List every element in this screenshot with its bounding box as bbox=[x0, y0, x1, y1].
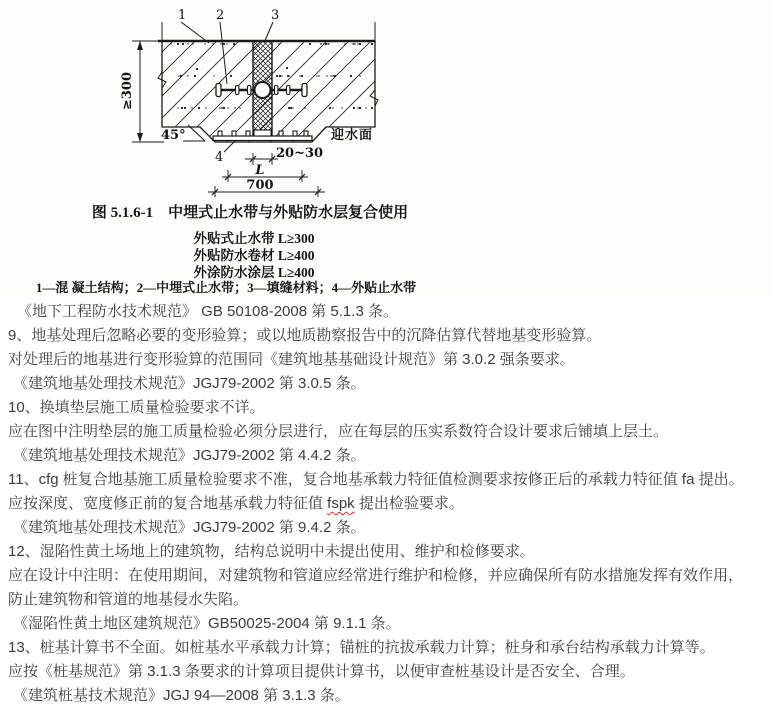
angle-45 bbox=[161, 125, 205, 143]
figure-caption: 图 5.1.6-1 中埋式止水带与外贴防水层复合使用 bbox=[91, 205, 409, 221]
code-reference: 《湿陷性黄土地区建筑规范》GB50025-2004 第 9.1.1 条。 bbox=[13, 615, 401, 632]
dim-300 bbox=[120, 41, 164, 142]
break-mark-right bbox=[370, 90, 378, 106]
waterstop-joint-diagram bbox=[118, 6, 388, 200]
comment-12: 12、湿陷性黄土场地上的建筑物，结构总说明中未提出使用、维护和检修要求。 bbox=[8, 543, 535, 560]
water-face-label: 迎水面 bbox=[331, 128, 374, 143]
dim-300-label: ≥300 bbox=[120, 71, 135, 111]
code-reference: 《地下工程防水技术规范》 GB 50108-2008 第 5.1.3 条。 bbox=[17, 303, 398, 320]
callout-1: 1 bbox=[178, 8, 187, 23]
comment-12-requirement-cont: 防止建筑物和管道的地基侵水失陷。 bbox=[8, 591, 249, 608]
figure-note-3: 外涂防水涂层 L≥400 bbox=[193, 265, 315, 280]
comment-10: 10、换填垫层施工质量检验要求不详。 bbox=[8, 399, 265, 416]
comment-9-requirement: 对处理后的地基进行变形验算的范围同《建筑地基基础设计规范》第 3.0.2 强条要求。 bbox=[8, 351, 575, 368]
figure-legend: 1—混 凝土结构；2—中埋式止水带；3—填缝材料；4—外贴止水带 bbox=[35, 280, 417, 295]
dim-700 bbox=[208, 178, 325, 197]
callout-3: 3 bbox=[271, 8, 280, 23]
comment-13-requirement: 应按《桩基规范》第 3.1.3 条要求的计算项目提供计算书，以便审查桩基设计是否安全、合理。 bbox=[8, 663, 635, 680]
comment-11-requirement bbox=[0, 492, 772, 516]
comment-9: 9、地基处理后忽略必要的变形验算；或以地质勘察报告中的沉降估算代替地基变形验算。 bbox=[8, 327, 602, 344]
review-comments bbox=[0, 300, 772, 706]
code-reference: 《建筑地基处理技术规范》JGJ79-2002 第 4.4.2 条。 bbox=[13, 447, 366, 464]
callout-2: 2 bbox=[216, 8, 225, 23]
code-reference: 《建筑桩基技术规范》JGJ 94—2008 第 3.1.3 条。 bbox=[13, 687, 350, 704]
code-reference: 《建筑地基处理技术规范》JGJ79-2002 第 3.0.5 条。 bbox=[13, 375, 366, 392]
dim-700-label: 700 bbox=[246, 178, 274, 193]
text-before: 应按深度、宽度修正前的复合地基承载力特征值 bbox=[8, 495, 328, 512]
external-waterstop bbox=[213, 130, 312, 141]
text-after: 提出检验要求。 bbox=[354, 495, 464, 512]
comment-13: 13、桩基计算书不全面。如桩基水平承载力计算；锚桩的抗拔承载力计算；桩身和承台结构承载力计算等。 bbox=[8, 639, 715, 656]
comment-12-requirement: 应在设计中注明：在使用期间，对建筑物和管道应经常进行维护和检修，并应确保所有防水措施发挥有效作用， bbox=[8, 567, 744, 584]
figure-note-1: 外贴式止水带 L≥300 bbox=[193, 231, 315, 246]
embedded-waterstop bbox=[216, 82, 307, 98]
angle-label: 45° bbox=[161, 128, 186, 143]
comment-10-requirement: 应在图中注明垫层的施工质量检验必须分层进行，应在每层的压实系数符合设计要求后铺填上层土。 bbox=[8, 423, 669, 440]
comment-11: 11、cfg 桩复合地基施工质量检验要求不准，复合地基承载力特征值检测要求按修正后的承载力特征值 fa 提出。 bbox=[8, 471, 744, 488]
code-reference: 《建筑地基处理技术规范》JGJ79-2002 第 9.4.2 条。 bbox=[13, 519, 366, 536]
spellcheck-flagged-word: fspk bbox=[327, 495, 355, 512]
dim-L-label: L bbox=[255, 163, 265, 178]
figure-5-1-6-1 bbox=[0, 0, 772, 296]
figure-note-2: 外贴防水卷材 L≥400 bbox=[193, 248, 315, 263]
callout-4: 4 bbox=[215, 150, 224, 165]
dim-joint-label: 20~30 bbox=[276, 146, 324, 161]
